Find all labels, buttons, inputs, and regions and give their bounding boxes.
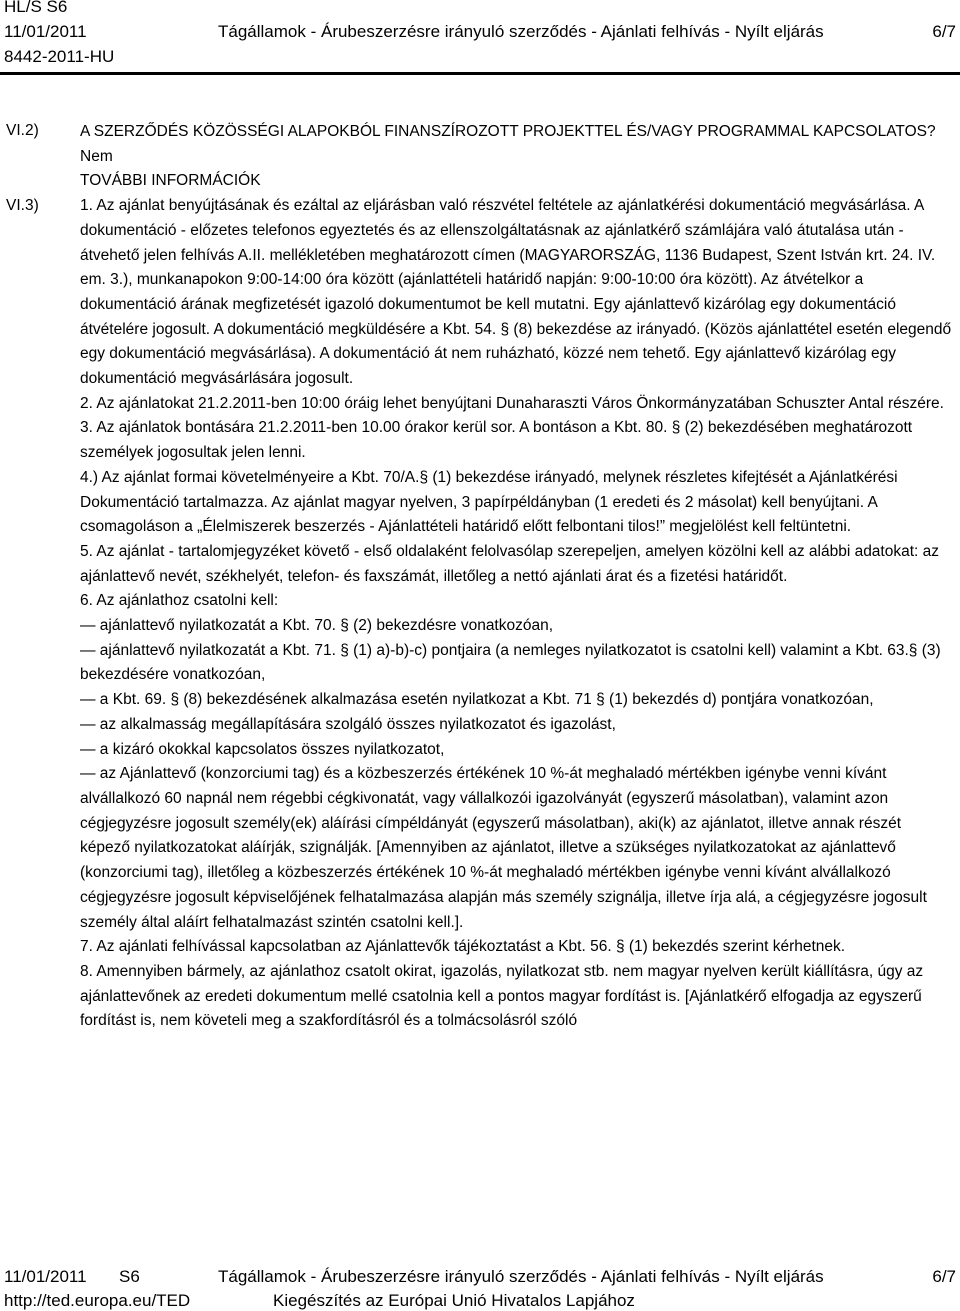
footer-publisher: Kiegészítés az Európai Unió Hivatalos Lapjához: [273, 1291, 635, 1310]
info-paragraph: 2. Az ajánlatokat 21.2.2011-ben 10:00 óráig lehet benyújtani Dunaharaszti Város Önkormányzatában Schuszter Antal részére.: [80, 394, 944, 412]
list-item: — az Ajánlattevő (konzorciumi tag) és a közbeszerzés értékének 10 %-át meghaladó mértékben igénybe venni kívánt alvállalkozó 60 napnál nem régebbi cégkivonatát, vagy vállalkozói igazolványát (egyszerű másolatban), valamint azon cégjegyzésre jogosult személy(ek) aláírási címpéldányát (egyszerű másolatban), aki(k) az ajánlatot, illetve annak részét képező nyilatkozatokat aláírják, szignálják. [Amennyiben az ajánlatot, illetve a szükséges nyilatkozatokat az ajánlattevő (konzorciumi tag), illetőleg a közbeszerzés értékének 10 %-át meghaladó mértékben igénybe venni kívánt alvállalkozó cégjegyzésre jogosult képviselőjének felhatalmazása alapján más személy szignálja, illetve írja alá, a cégjegyzésre jogosult személy által aláírt felhatalmazást szintén csatolni kell.].: [80, 765, 927, 931]
info-paragraph: 6. Az ajánlathoz csatolni kell:: [80, 592, 279, 610]
list-item: — az alkalmasság megállapítására szolgáló összes nyilatkozatot és igazolást,: [80, 715, 616, 733]
section-answer: Nem: [80, 147, 113, 165]
page-body: [80, 120, 952, 1034]
list-item: — ajánlattevő nyilatkozatát a Kbt. 71. § (1) a)-b)-c) pontjaira (a nemleges nyilatkozatot is csatolni kell) valamint a Kbt. 63.§ (3) bekezdésére vonatkozóan,: [80, 641, 941, 684]
list-item: — a Kbt. 69. § (8) bekezdésének alkalmazása esetén nyilatkozat a Kbt. 71 § (1) bekezdés d) pontjára vonatkozóan,: [80, 691, 874, 709]
footer-date: 11/01/2011: [4, 1267, 87, 1286]
info-paragraph: 7. Az ajánlati felhívással kapcsolatban az Ajánlattevők tájékoztatást a Kbt. 56. § (1) bekezdés szerint kérhetnek.: [80, 938, 846, 956]
section-id: VI.3): [6, 197, 39, 214]
info-paragraph: 8. Amennyiben bármely, az ajánlathoz csatolt okirat, igazolás, nyilatkozat stb. nem magyar nyelven került kiállításra, úgy az ajánlattevőnek az eredeti dokumentum mellé csatolnia kell a pontos magyar fordítást is. [Ajánlatkérő elfogadja az egyszerű fordítást is, nem követeli meg a szakfordításról és a tolmácsolásról szóló: [80, 962, 924, 1030]
footer-series: S6: [119, 1267, 140, 1286]
section-heading: A SZERZŐDÉS KÖZÖSSÉGI ALAPOKBÓL FINANSZÍROZOTT PROJEKTTEL ÉS/VAGY PROGRAMMAL KAPCSOLATOS?: [80, 123, 936, 140]
info-paragraph: 3. Az ajánlatok bontására 21.2.2011-ben 10.00 órakor kerül sor. A bontáson a Kbt. 80. § (2) bekezdésében meghatározott személyek jogosultak jelen lenni.: [80, 419, 913, 462]
footer-title: Tágállamok - Árubeszerzésre irányuló szerződés - Ajánlati felhívás - Nyílt eljárás: [218, 1267, 824, 1286]
list-item: — a kizáró okokkal kapcsolatos összes nyilatkozatot,: [80, 740, 445, 758]
list-item: — ajánlattevő nyilatkozatát a Kbt. 70. § (2) bekezdésre vonatkozóan,: [80, 617, 554, 635]
info-paragraph: 1. Az ajánlat benyújtásának és ezáltal az eljárásban való részvétel feltétele az ajánlatkérési dokumentáció megvásárlása. A dokumentáció - előzetes telefonos egyeztetés és az ellenszolgáltatásnak az ajánlatkérő számlájára való átutalása után - átvehető jelen felhívás A.II. mellékletében meghatározott címen (MAGYARORSZÁG, 1136 Budapest, Szent István krt. 24. IV. em. 3.), munkanapokon 9:00-14:00 óra között (ajánlattételi határidő napján: 9:00-10:00 óra között). Az átvételkor a dokumentáció árának megfizetését igazoló dokumentumot be kell mutatni. Egy ajánlattevő kizárólag egy dokumentáció átvételére jogosult. A dokumentáció megküldésére a Kbt. 54. § (8) bekezdése az irányadó. (Közös ajánlattétel esetén elegendő egy dokumentáció megvásárlása). A dokumentáció át nem ruházható, közzé nem tehető. Egy ajánlattevő kizárólag egy dokumentáció megvásárlására jogosult.: [80, 197, 952, 388]
footer-url: http://ted.europa.eu/TED: [4, 1291, 191, 1310]
info-paragraph: 4.) Az ajánlat formai követelményeire a Kbt. 70/A.§ (1) bekezdése irányadó, melynek részletes kifejtését a Ajánlatkérési Dokumentáció tartalmazza. Az ajánlat magyar nyelven, 3 papírpéldányban (1 eredeti és 2 másolat) kell benyújtani. A csomagoláson a „Élelmiszerek beszerzés - Ajánlattételi határidő előtt felbontani tilos!” megjelölést kell feltüntetni.: [80, 468, 898, 536]
header-title: Tágállamok - Árubeszerzésre irányuló szerződés - Ajánlati felhívás - Nyílt eljárás: [218, 22, 824, 41]
header-date: 11/01/2011: [4, 22, 87, 41]
header-series: HL/S S6: [4, 0, 68, 16]
header-page-number: 6/7: [932, 22, 956, 41]
header-rule: [0, 72, 960, 75]
info-paragraph: 5. Az ajánlat - tartalomjegyzéket követő - első oldalaként felolvasólap szerepeljen, amelyen közölni kell az alábbi adatokat: az ajánlattevő nevét, székhelyét, telefon- és faxszámát, illetőleg a nettó ajánlati árat és a fizetési határidőt.: [80, 542, 940, 585]
footer-page-number: 6/7: [932, 1267, 956, 1286]
header-notice-id: 8442-2011-HU: [4, 47, 115, 66]
section-heading: TOVÁBBI INFORMÁCIÓK: [80, 172, 261, 190]
section-id: VI.2): [6, 122, 39, 139]
